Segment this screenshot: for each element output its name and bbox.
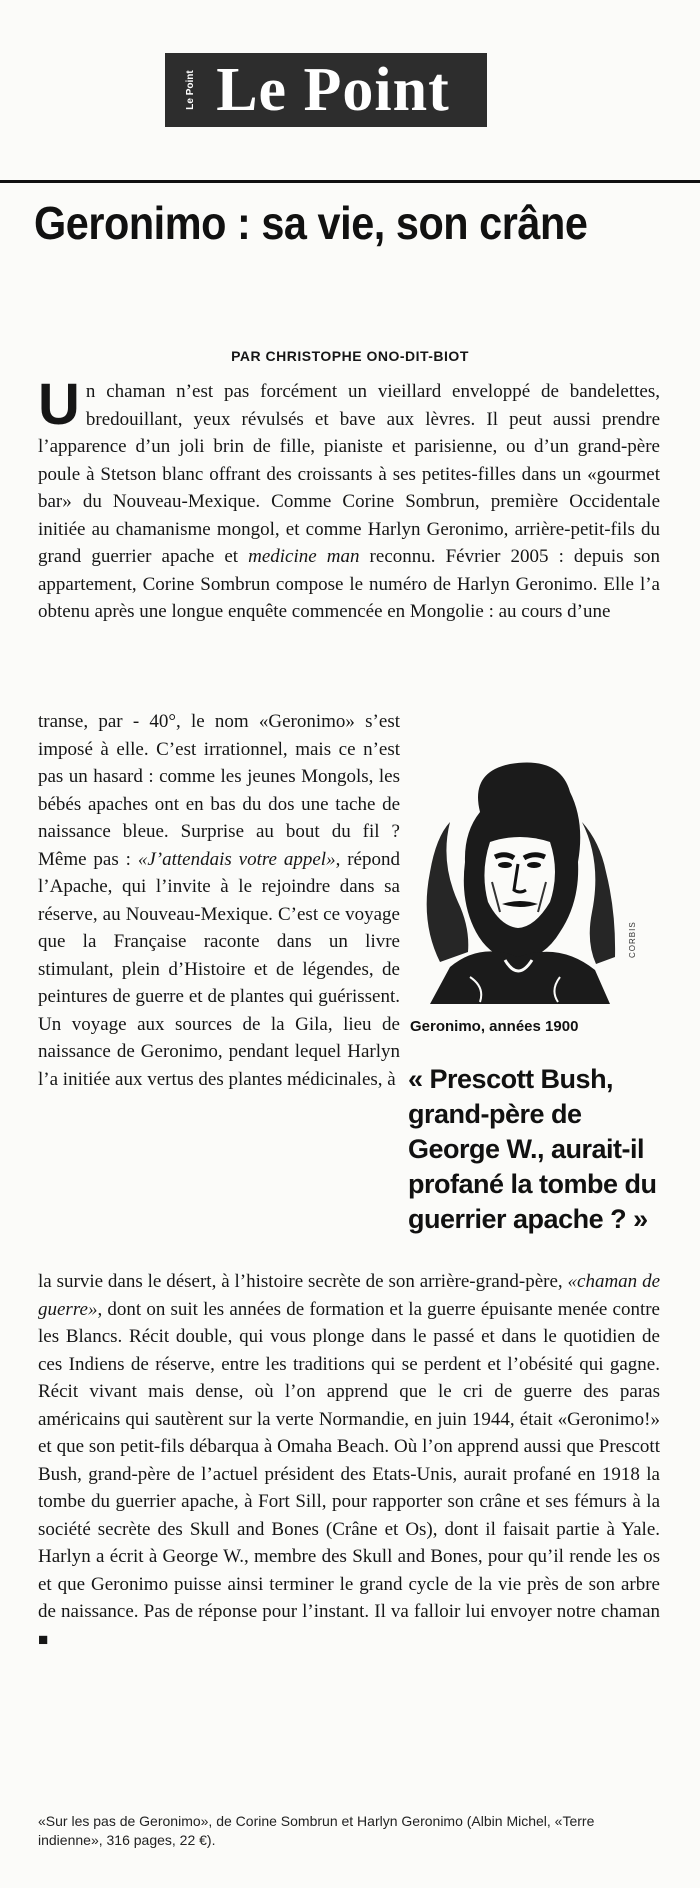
photo-credit: CORBIS xyxy=(628,921,637,958)
logo-box xyxy=(165,53,487,127)
paragraph-2-italic: «J’attendais votre appel» xyxy=(137,848,336,870)
paragraph-3-text-b: , dont on suit les années de formation et la guerre épuisante menée contre les Blancs. Récit double, qui vous plonge dans le passé et dans le quotidien de ces Indiens de réserve, entre les traditions qui se perdent et l’obésité qui gagne. Récit vivant mais dense, où l’on apprend que le cri de guerre des paras américains qui sautèrent sur la verte Normandie, en juin 1944, était «Geronimo!» et que son petit-fils débarqua à Omaha Beach. Où l’on apprend aussi que Prescott Bush, grand-père de l’actuel président des Etats-Unis, aurait profané en 1918 la tombe du guerrier apache, à Fort Sill, pour rapporter son crâne et ses fémurs à la société secrète des Skull and Bones (Crâne et Os), dont il faisait partie à Yale. Harlyn a écrit à George W., membre des Skull and Bones, pour qu’il rende les os et que Geronimo puisse ainsi terminer le grand cycle de la vie près de son arbre de naissance. Pas de réponse pour l’instant. Il va falloir lui envoyer notre chaman xyxy=(38,1298,660,1622)
end-mark: ■ xyxy=(38,1629,49,1649)
geronimo-portrait xyxy=(410,752,628,1004)
paragraph-1-text-b: reconnu. Février 2005 : depuis son appartement, Corine Sombrun compose le numéro de Harlyn Geronimo. Elle l’a obtenu après une longue enquête commencée en Mongolie : au cours d’une xyxy=(38,546,660,622)
logo-name: Le Point xyxy=(216,56,450,124)
pull-quote: « Prescott Bush, grand-père de George W., aurait-il profané la tombe du guerrier apache ? » xyxy=(408,1064,657,1234)
drop-cap: U xyxy=(38,372,80,437)
paragraph-3-italic: «chaman de guerre» xyxy=(38,1271,661,1320)
paragraph-2 xyxy=(38,708,400,1093)
paragraph-2-text-a: transe, par - 40°, le nom «Geronimo» s’est imposé à elle. C’est irrationnel, mais ce n’est pas un hasard : comme les jeunes Mongols, les bébés apaches ont en bas du dos une tache de naissance bleue. Surprise au bout du fil ? Même pas : xyxy=(38,711,400,870)
photo-caption: Geronimo, années 1900 xyxy=(410,1018,579,1035)
logo-small-text: Le Point xyxy=(185,70,197,110)
paragraph-3 xyxy=(38,1268,660,1653)
paragraph-2-text-b: , répond l’Apache, qui l’invite à le rejoindre dans sa réserve, au Nouveau-Mexique. C’est ce voyage que la Française raconte dans un livre stimulant, plein d’Histoire et de légendes, de peintures de guerre et de plantes qui guérissent. Un voyage aux sources de la Gila, lieu de naissance de Geronimo, pendant lequel Harlyn l’a initiée aux vertus des plantes médicinales, à xyxy=(38,848,400,1090)
portrait-illustration xyxy=(410,752,628,1004)
paragraph-1 xyxy=(38,372,660,626)
paragraph-3-text-a: la survie dans le désert, à l’histoire secrète de son arrière-grand-père, xyxy=(38,1271,568,1292)
article-title: Geronimo : sa vie, son crâne xyxy=(34,197,588,249)
paragraph-1-text-a: n chaman n’est pas forcément un vieillard enveloppé de bandelettes, bredouillant, yeux révulsés et bave aux lèvres. Il peut aussi prendre l’apparence d’un joli brin de fille, pianiste et parisienne, ou d’un grand-père poule à Stetson blanc offrant des croissants à ses petites-filles dans un «gourmet bar» du Nouveau-Mexique. Comme Corine Sombrun, première Occidentale initiée au chamanisme mongol, et comme Harlyn Geronimo, arrière-petit-fils du grand guerrier apache et xyxy=(38,381,660,567)
byline: PAR CHRISTOPHE ONO-DIT-BIOT xyxy=(231,348,469,364)
paragraph-1-italic: medicine man xyxy=(248,546,360,567)
book-reference: «Sur les pas de Geronimo», de Corine Sombrun et Harlyn Geronimo (Albin Michel, «Terre indienne», 316 pages, 22 €). xyxy=(38,1813,595,1848)
masthead-logo xyxy=(165,53,487,127)
header-rule xyxy=(0,180,700,183)
